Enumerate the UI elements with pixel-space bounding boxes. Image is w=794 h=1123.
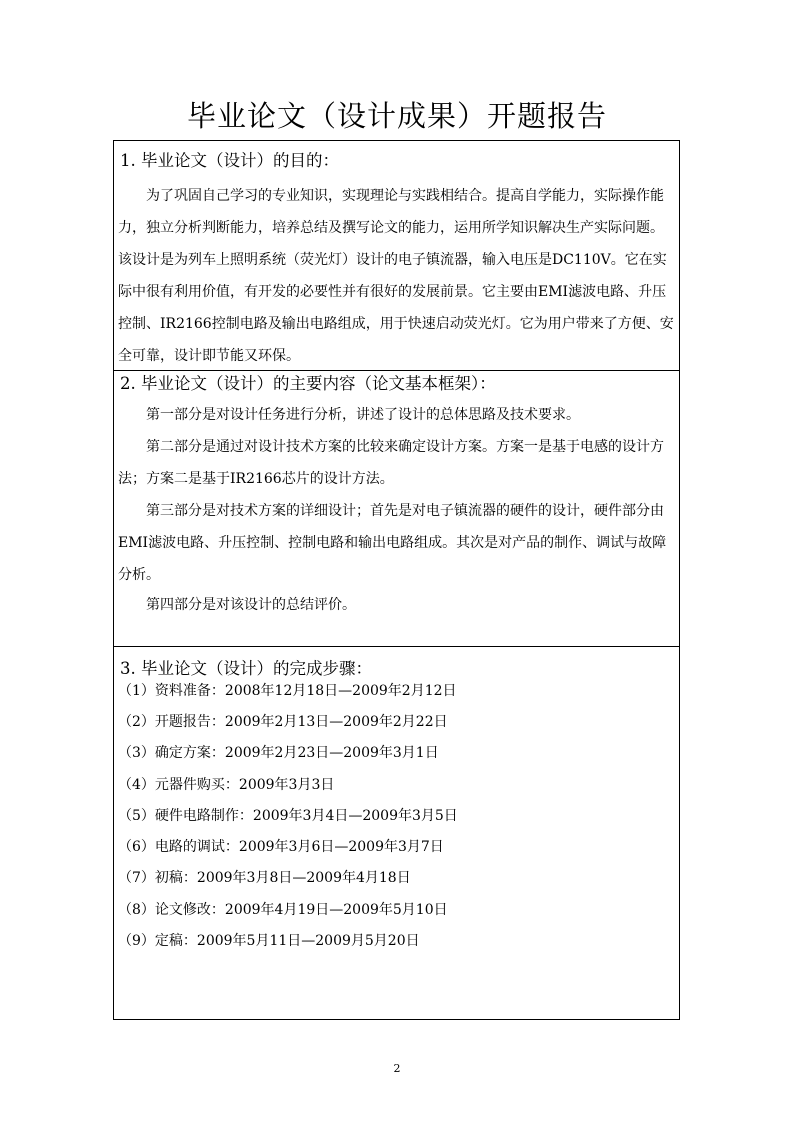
section-steps bbox=[113, 646, 680, 1020]
step-item: （3）确定方案：2009年2月23日—2009年3月1日 bbox=[118, 745, 439, 761]
step-item: （8）论文修改：2009年4月19日—2009年5月10日 bbox=[118, 902, 448, 918]
document-title: 毕业论文（设计成果）开题报告 bbox=[186, 99, 607, 133]
step-item: （4）元器件购买：2009年3月3日 bbox=[118, 777, 335, 793]
step-item: （6）电路的调试：2009年3月6日—2009年3月7日 bbox=[118, 839, 444, 855]
section-content-heading: 2. 毕业论文（设计）的主要内容（论文基本框架）： bbox=[120, 374, 496, 393]
content-paragraph: 第二部分是通过对设计技术方案的比较来确定设计方案。方案一是基于电感的设计方法；方案二是基于IR2166芯片的设计方法。 bbox=[118, 439, 664, 487]
page-number: 2 bbox=[393, 1062, 401, 1075]
step-item: （5）硬件电路制作：2009年3月4日—2009年3月5日 bbox=[118, 808, 458, 824]
content-paragraph: 第四部分是对该设计的总结评价。 bbox=[146, 597, 356, 613]
section-steps-heading: 3. 毕业论文（设计）的完成步骤： bbox=[120, 659, 372, 678]
section-purpose bbox=[113, 140, 680, 371]
section-purpose-heading: 1. 毕业论文（设计）的目的： bbox=[120, 151, 339, 170]
section-purpose-paragraph: 为了巩固自己学习的专业知识，实现理论与实践相结合。提高自学能力，实际操作能力，独立分析判断能力，培养总结及撰写论文的能力，运用所学知识解决生产实际问题。该设计是为列车上照明系统（荧光灯）设计的电子镇流器，输入电压是DC110V。它在实际中很有利用价值，有开发的必要性并有很好的发展前景。它主要由EMI滤波电路、升压控制、IR2166控制电路及输出电路组成，用于快速启动荧光灯。它为用户带来了方便、安全可靠，设计即节能又环保。 bbox=[118, 188, 674, 364]
step-item: （1）资料准备：2008年12月18日—2009年2月12日 bbox=[118, 683, 457, 699]
content-paragraph: 第三部分是对技术方案的详细设计；首先是对电子镇流器的硬件的设计，硬件部分由EMI滤波电路、升压控制、控制电路和输出电路组成。其次是对产品的制作、调试与故障分析。 bbox=[118, 503, 667, 583]
content-paragraph: 第一部分是对设计任务进行分析，讲述了设计的总体思路及技术要求。 bbox=[146, 407, 580, 423]
section-content bbox=[113, 370, 680, 647]
step-item: （2）开题报告：2009年2月13日—2009年2月22日 bbox=[118, 714, 448, 730]
step-item: （9）定稿：2009年5月11日—2009月5月20日 bbox=[118, 933, 420, 949]
step-item: （7）初稿：2009年3月8日—2009年4月18日 bbox=[118, 870, 411, 886]
